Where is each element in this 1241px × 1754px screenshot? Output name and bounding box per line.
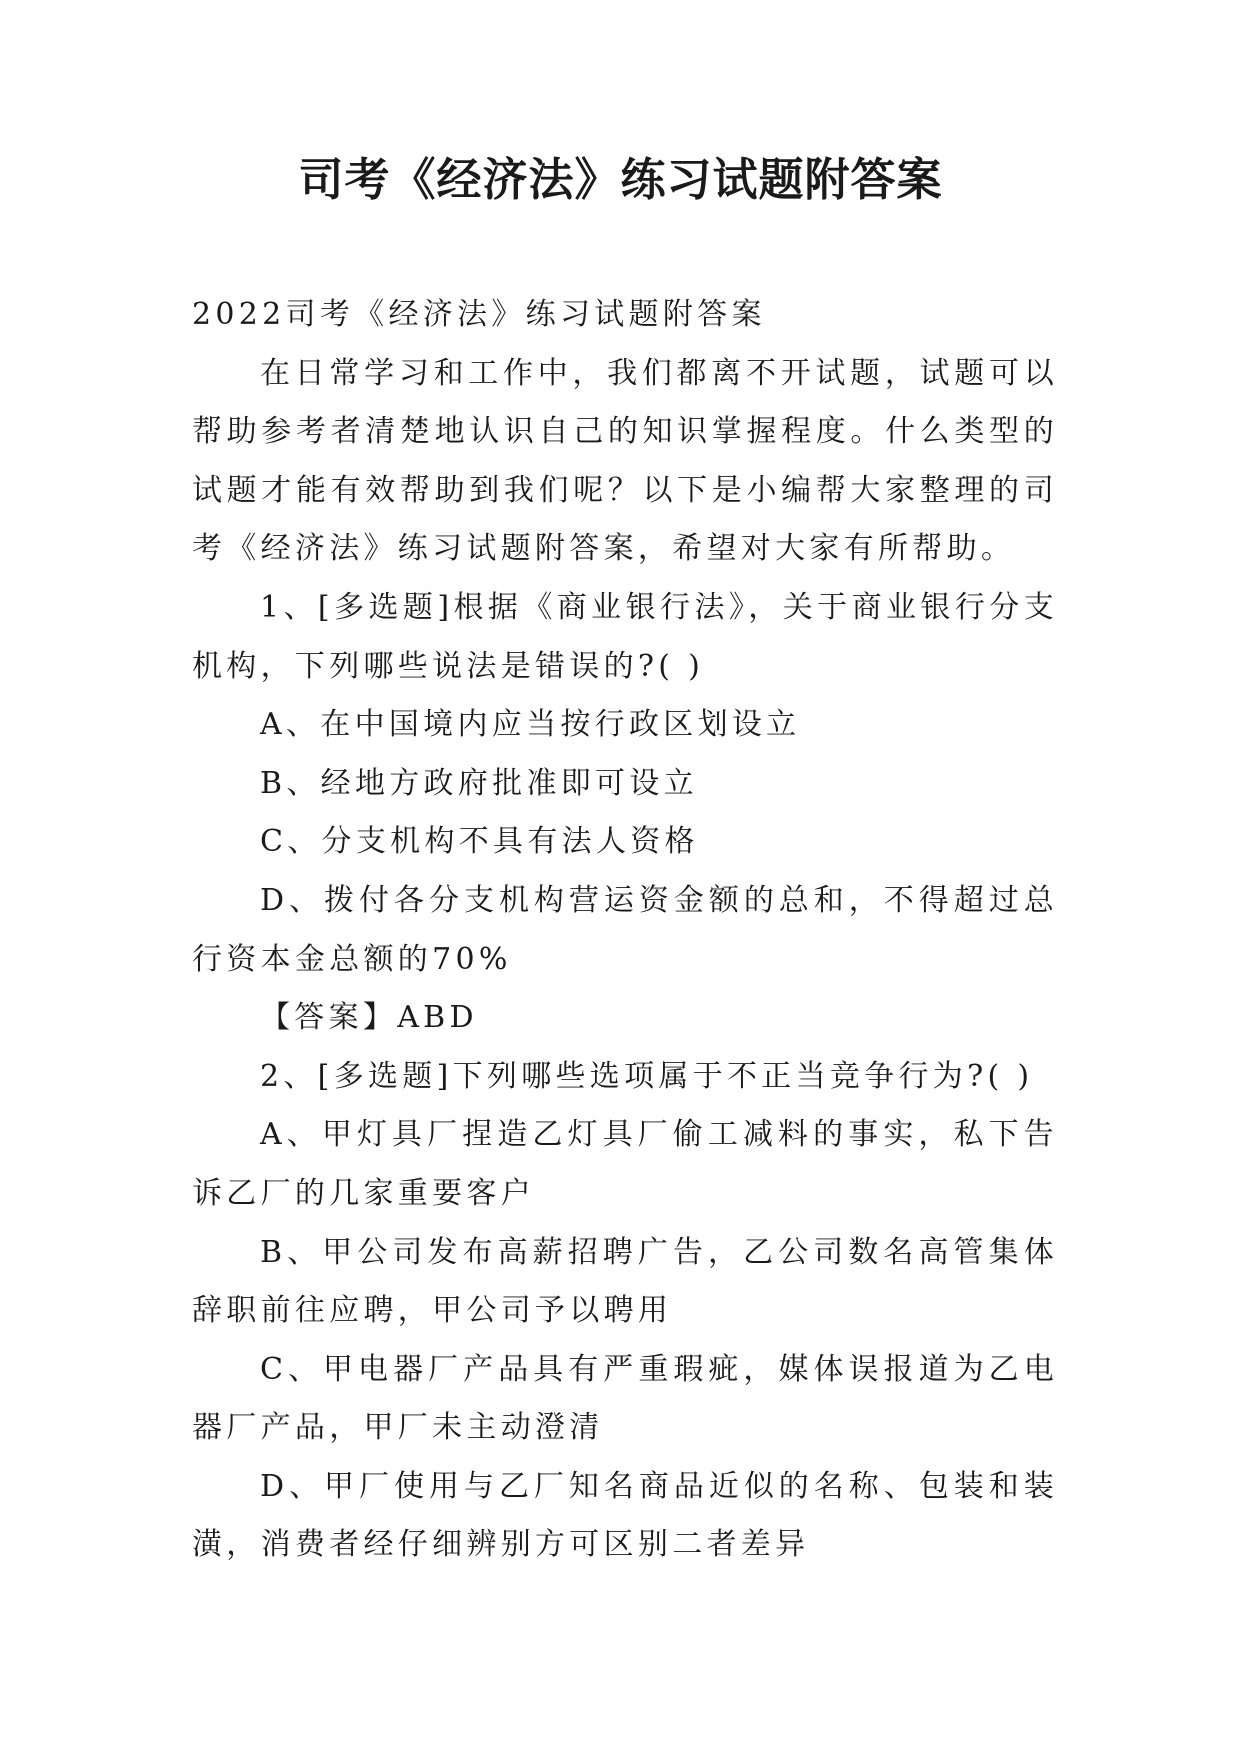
question-2-option-d: D、甲厂使用与乙厂知名商品近似的名称、包装和装潢，消费者经仔细辨别方可区别二者差异 [192, 1468, 1058, 1563]
question-1-answer: 【答案】ABD [260, 1000, 478, 1036]
question-2: 2、[多选题]下列哪些选项属于不正当竞争行为?( ) [260, 1058, 1034, 1094]
question-2-option-a: A、甲灯具厂捏造乙灯具厂偷工减料的事实，私下告诉乙厂的几家重要客户 [192, 1117, 1058, 1211]
question-2-option-c: C、甲电器厂产品具有严重瑕疵，媒体误报道为乙电器厂产品，甲厂未主动澄清 [192, 1351, 1058, 1446]
question-1-option-b: B、经地方政府批准即可设立 [260, 765, 698, 801]
question-2-option-b: B、甲公司发布高薪招聘广告，乙公司数名高管集体辞职前往应聘，甲公司予以聘用 [192, 1234, 1058, 1329]
question-1-option-a: A、在中国境内应当按行政区划设立 [260, 707, 801, 743]
question-1-option-c: C、分支机构不具有法人资格 [260, 824, 699, 860]
document-body [192, 286, 1058, 1575]
document-title: 司考《经济法》练习试题附答案 [298, 153, 943, 206]
intro-paragraph: 在日常学习和工作中，我们都离不开试题，试题可以帮助参考者清楚地认识自己的知识掌握程度。什么类型的试题才能有效帮助到我们呢？以下是小编帮大家整理的司考《经济法》练习试题附答案，希望对大家有所帮助。 [192, 355, 1058, 567]
subtitle-line: 2022司考《经济法》练习试题附答案 [192, 297, 766, 332]
question-1: 1、[多选题]根据《商业银行法》，关于商业银行分支机构，下列哪些说法是错误的?( ) [192, 589, 1058, 684]
question-1-option-d: D、拨付各分支机构营运资金额的总和，不得超过总行资本金总额的70% [192, 882, 1058, 977]
